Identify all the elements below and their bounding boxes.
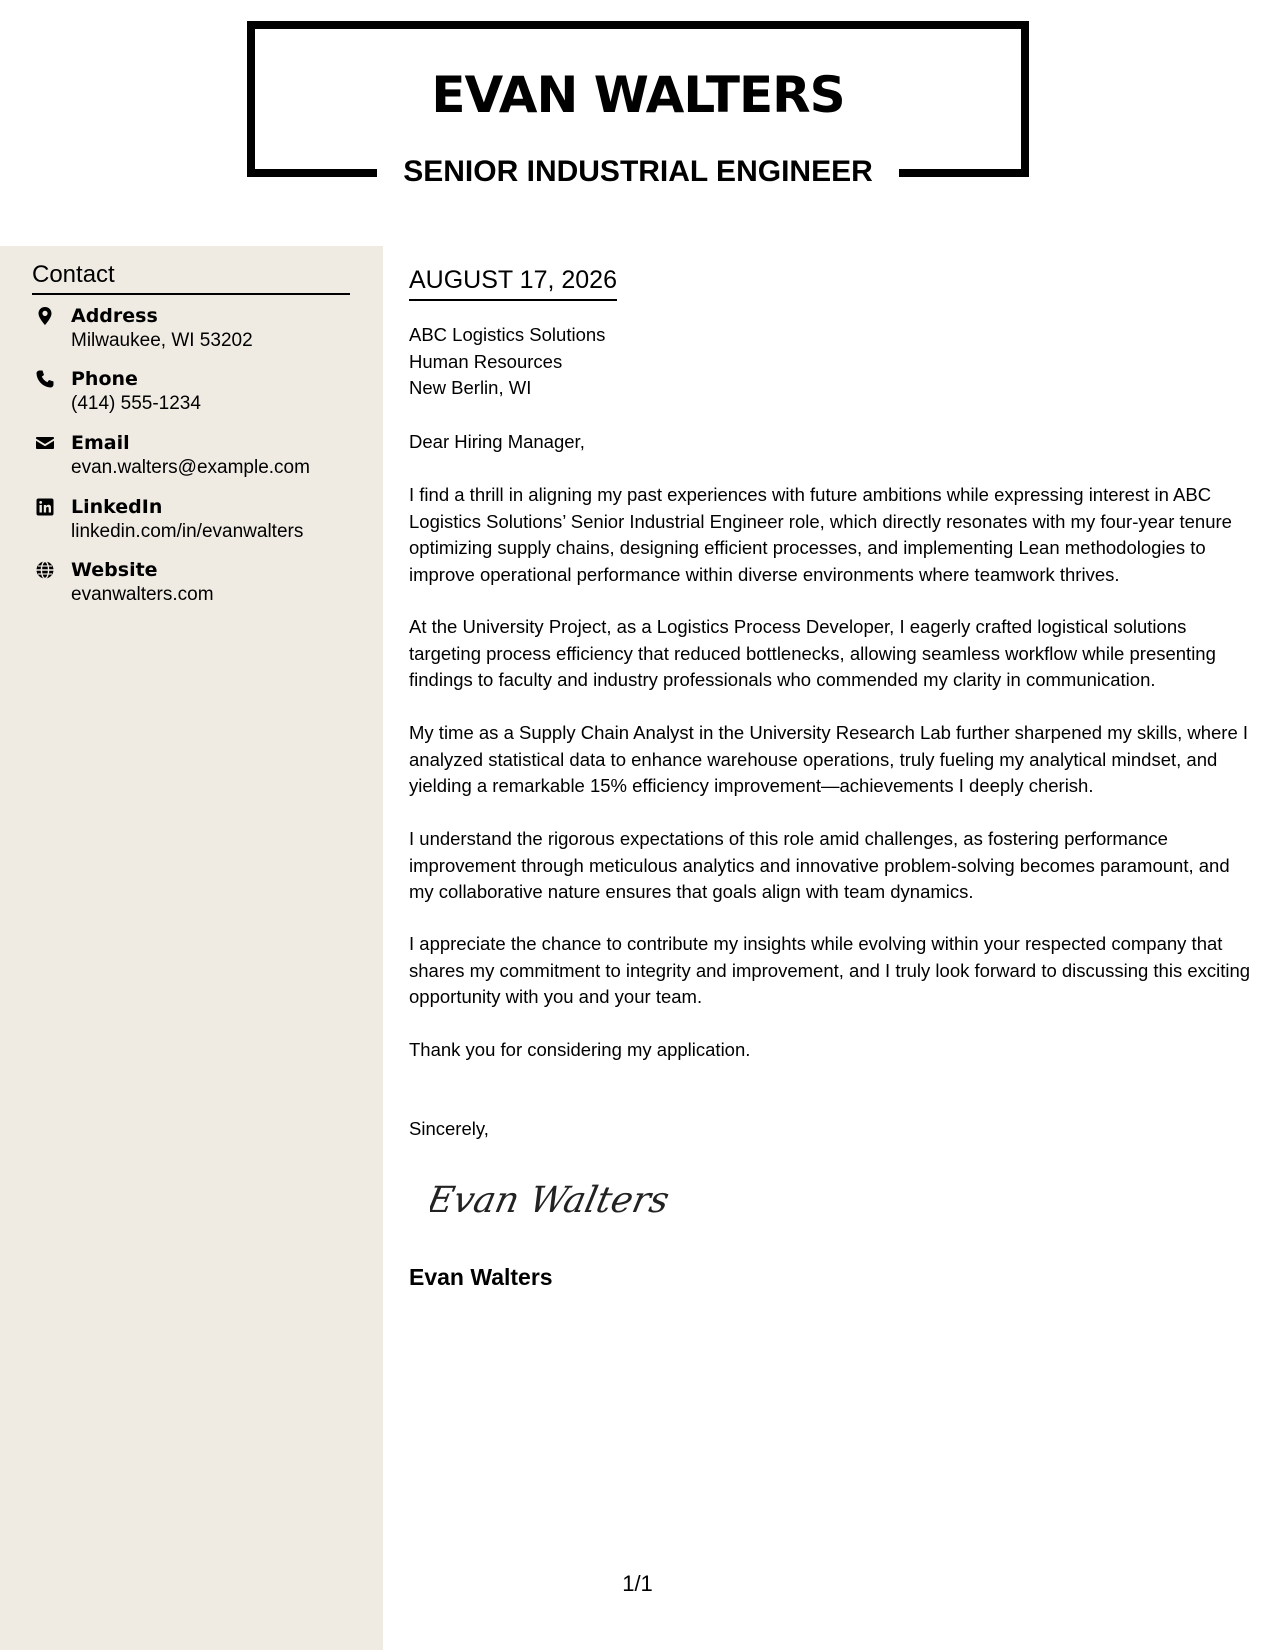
contact-label: LinkedIn: [71, 496, 163, 518]
applicant-name: EVAN WALTERS: [431, 66, 845, 124]
contact-label: Address: [71, 305, 158, 327]
contact-value: Milwaukee, WI 53202: [71, 330, 253, 351]
recipient-company: ABC Logistics Solutions: [409, 324, 606, 345]
contact-value: (414) 555-1234: [71, 393, 201, 414]
recipient-department: Human Resources: [409, 350, 563, 372]
recipient-block: [409, 322, 605, 402]
contact-value: linkedin.com/in/evanwalters: [71, 521, 304, 542]
letter-date: AUGUST 17, 2026: [409, 264, 617, 301]
svg-text:Evan Walters: Evan Walters: [430, 1178, 670, 1221]
envelope-icon: [35, 433, 55, 453]
header-frame-bottom-left: [247, 169, 377, 177]
map-pin-icon: [35, 306, 55, 326]
body-paragraph: At the University Project, as a Logistics Process Developer, I eagerly crafted logistical solutions targeting process efficiency that reduced bottlenecks, allowing seamless workflow while presenting findings to faculty and industry professionals who commended my clarity in communication.: [409, 616, 1216, 690]
contact-label: Phone: [71, 368, 138, 390]
salutation: Dear Hiring Manager,: [409, 431, 585, 452]
handwritten-signature: [430, 1170, 670, 1230]
body-paragraph: My time as a Supply Chain Analyst in the University Research Lab further sharpened my skills, where I analyzed statistical data to enhance warehouse operations, truly fueling my analytical mindset, and yielding a remarkable 15% efficiency improvement—achievements I deeply cherish.: [409, 722, 1249, 796]
signoff: Sincerely,: [409, 1118, 489, 1139]
applicant-title: SENIOR INDUSTRIAL ENGINEER: [403, 155, 873, 188]
body-paragraph: I appreciate the chance to contribute my insights while evolving within your respected company that shares my commitment to integrity and improvement, and I truly look forward to discussing this exciting opportunity with you and your team.: [409, 933, 1251, 1007]
globe-icon: [35, 560, 55, 580]
page-number: 1/1: [622, 1571, 653, 1596]
contact-value: evan.walters@example.com: [71, 457, 310, 478]
signer-name: Evan Walters: [409, 1264, 553, 1290]
closing-line: Thank you for considering my application.: [409, 1039, 751, 1060]
phone-icon: [35, 369, 55, 389]
recipient-location: New Berlin, WI: [409, 377, 532, 398]
contact-label: Email: [71, 432, 130, 454]
body-paragraph: I find a thrill in aligning my past experiences with future ambitions while expressing interest in ABC Logistics Solutions’ Senior Industrial Engineer role, which directly resonates with my four-year tenure optimizing supply chains, designing efficient processes, and implementing Lean methodologies to improve operational performance within diverse environments where teamwork thrives.: [409, 484, 1232, 585]
header-frame-bottom-right: [899, 169, 1029, 177]
contact-heading: Contact: [32, 260, 350, 295]
linkedin-icon: [35, 497, 55, 517]
header: [0, 0, 1275, 246]
contact-value: evanwalters.com: [71, 584, 214, 605]
body-paragraph: I understand the rigorous expectations of this role amid challenges, as fostering performance improvement through meticulous analytics and innovative problem-solving becomes paramount, and my collaborative nature ensures that goals align with team dynamics.: [409, 828, 1230, 902]
contact-label: Website: [71, 559, 158, 581]
